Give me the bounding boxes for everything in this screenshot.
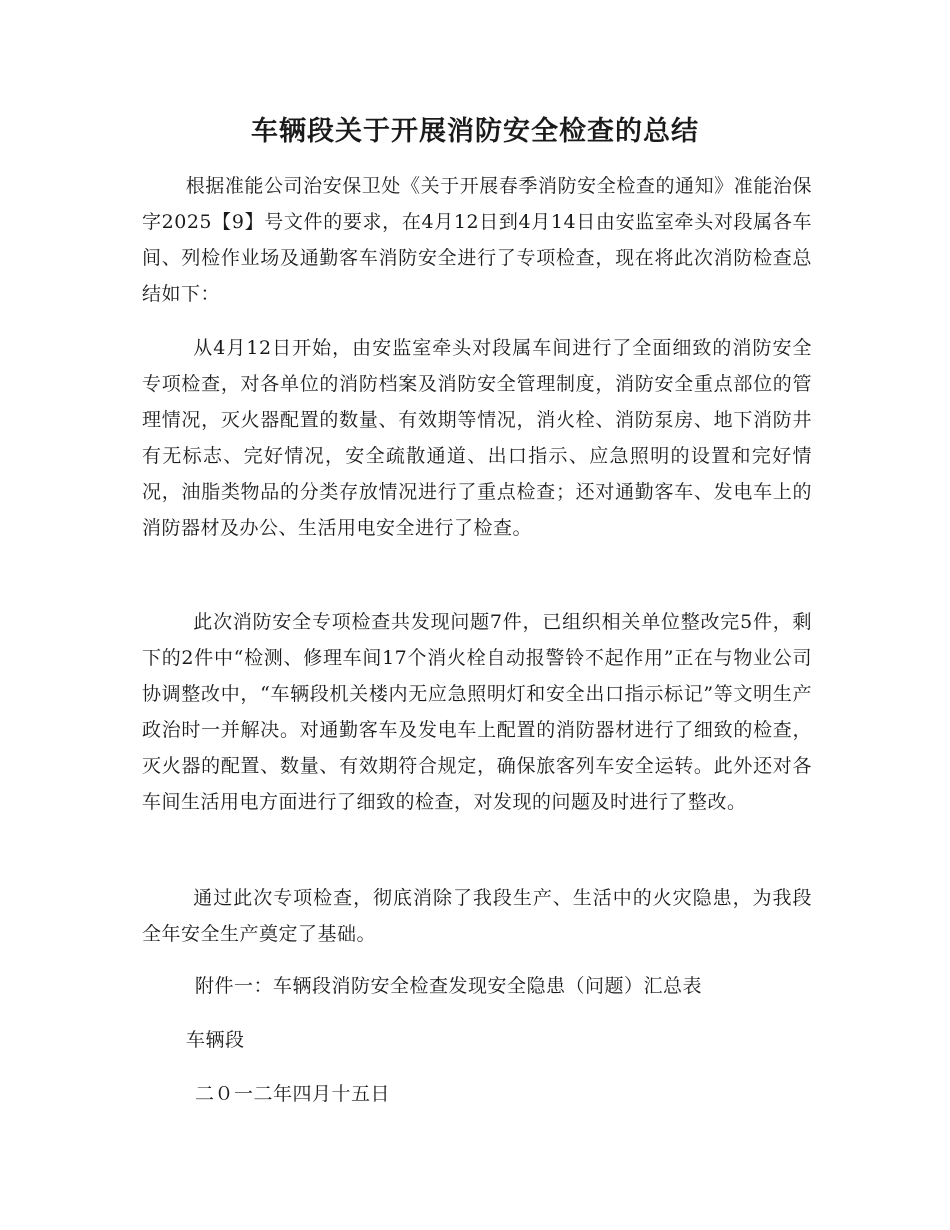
paragraph-conclusion: 通过此次专项检查，彻底消除了我段生产、生活中的火灾隐患，为我段全年安全生产奠定了基础。 xyxy=(142,887,812,945)
attachment-note: 附件一：车辆段消防安全检查发现安全隐患（问题）汇总表 xyxy=(195,975,703,997)
paragraph-findings: 此次消防安全专项检查共发现问题7件，已组织相关单位整改完5件，剩下的2件中“检测、修理车间17个消火栓自动报警铃不起作用”正在与物业公司协调整改中，“车辆段机关楼内无应急照明灯和安全出口指示标记”等文明生产政治时一并解决。对通勤客车及发电车上配置的消防器材进行了细致的检查，灭火器的配置、数量、有效期符合规定，确保旅客列车安全运转。此外还对各车间生活用电方面进行了细致的检查，对发现的问题及时进行了整改。 xyxy=(142,611,812,813)
paragraph-intro: 根据准能公司治安保卫处《关于开展春季消防安全检查的通知》准能治保字2025【9】号文件的要求，在4月12日到4月14日由安监室牵头对段属各车间、列检作业场及通勤客车消防安全进行了专项检查，现在将此次消防检查总结如下： xyxy=(142,175,812,305)
document-title: 车辆段关于开展消防安全检查的总结 xyxy=(251,116,699,147)
signature-organization: 车辆段 xyxy=(186,1029,245,1051)
paragraph-inspection-scope: 从4月12日开始，由安监室牵头对段属车间进行了全面细致的消防安全专项检查，对各单位的消防档案及消防安全管理制度，消防安全重点部位的管理情况，灭火器配置的数量、有效期等情况，消火栓、消防泵房、地下消防井有无标志、完好情况，安全疏散通道、出口指示、应急照明的设置和完好情况，油脂类物品的分类存放情况进行了重点检查；还对通勤客车、发电车上的消防器材及办公、生活用电安全进行了检查。 xyxy=(142,337,812,539)
signature-date: 二０一二年四月十五日 xyxy=(195,1083,391,1105)
